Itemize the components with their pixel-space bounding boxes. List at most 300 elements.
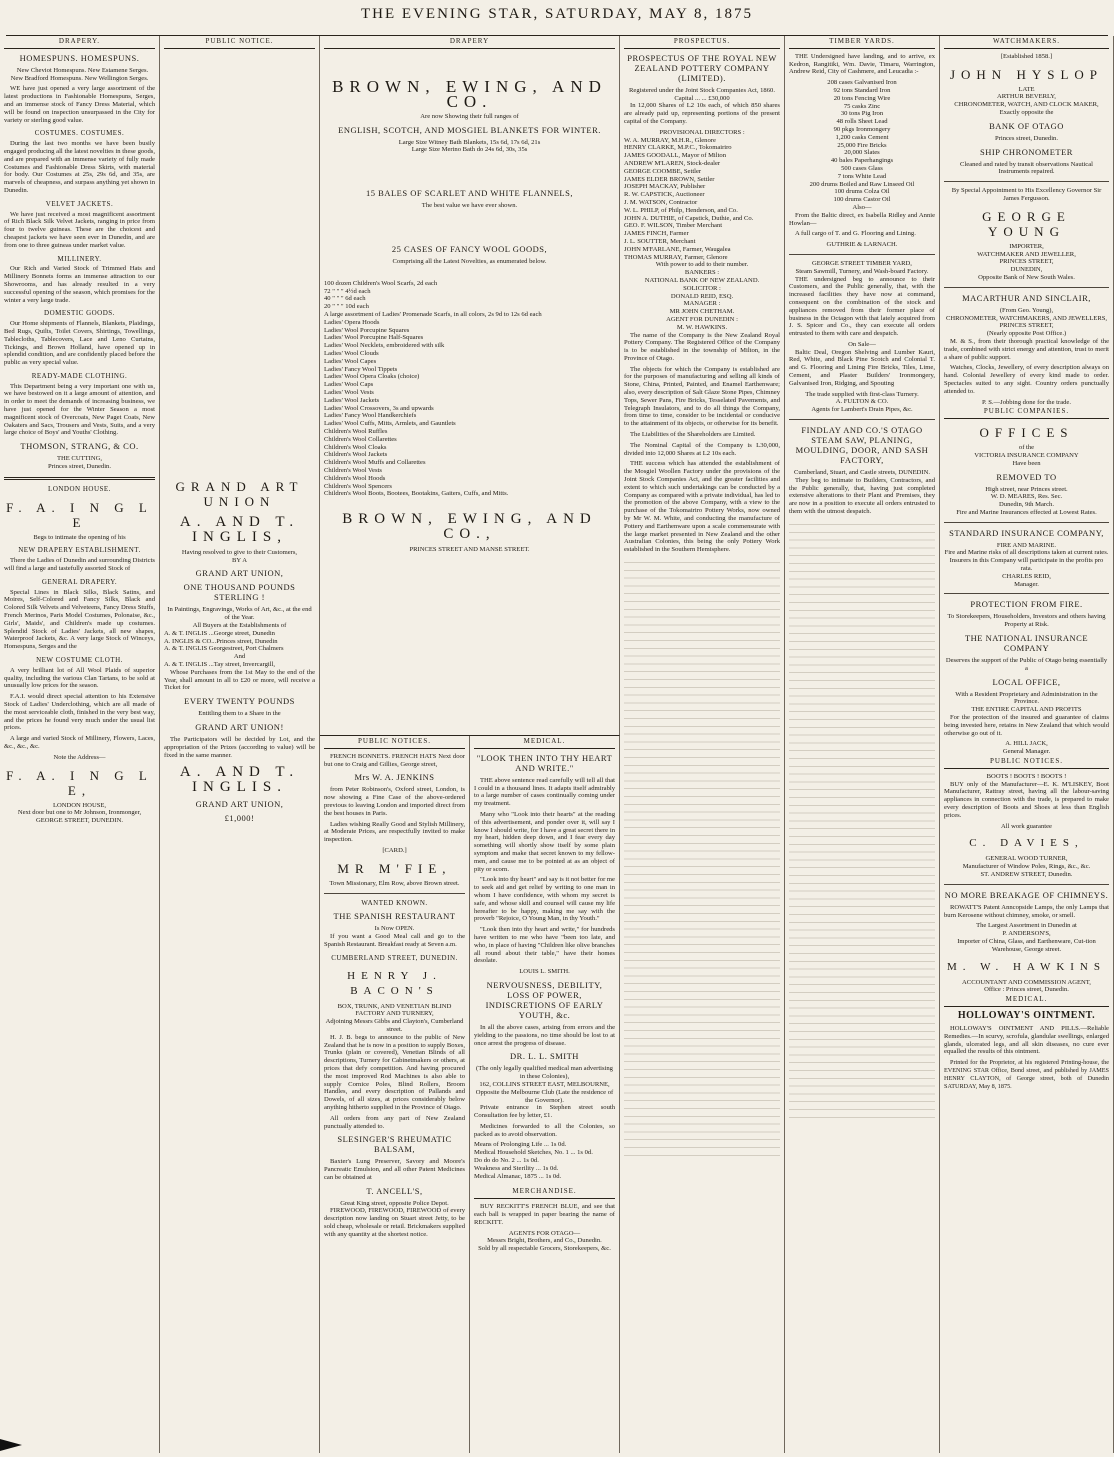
divider — [789, 254, 935, 255]
paragraph: BUY RECKITT'S FRENCH BLUE, and see that each ball is wrapped in paper bearing the name of RECKITT. — [474, 1203, 615, 1226]
advertiser-name: GUTHRIE & LARNACH. — [826, 241, 898, 249]
advertiser-name: DR. L. L. SMITH — [510, 1051, 579, 1062]
text: Are now Showing their full ranges of — [420, 112, 519, 120]
headline: PROSPECTUS OF THE ROYAL NEW ZEALAND POTTERY COMPANY (LIMITED). — [627, 52, 777, 83]
director-entry: JOSEPH MACKAY, Publisher — [624, 183, 706, 191]
text: Opposite the Melbourne Club (Late the residence of the Governor). — [475, 1088, 614, 1104]
text: of the — [1018, 444, 1035, 452]
divider — [324, 893, 465, 894]
goods-list-item: 100 drums Castor Oil — [833, 196, 891, 204]
goods-list-item: Children's Wool Muffs and Collarettes — [324, 459, 426, 467]
text: CHARLES REID, — [1002, 572, 1051, 580]
text: DONALD REID, ESQ. — [670, 292, 734, 300]
text: Large Size Witney Bath Blankets, 15s 6d, 17s 6d, 21s — [398, 138, 541, 146]
headline: GEORGE STREET TIMBER YARD, — [812, 259, 912, 267]
text: 25 CASES OF FANCY WOOL GOODS, — [391, 243, 548, 254]
goods-list-item: 92 tons Standard Iron — [833, 86, 891, 94]
text: EVERY TWENTY POUNDS — [184, 696, 295, 707]
paragraph: ROWATT'S Patent Anncopside Lamps, the only Lamps that burn Kerosene without chimney, smoke, or smell. — [944, 903, 1109, 919]
text: REMOVED TO — [996, 471, 1057, 482]
small-print — [789, 519, 935, 1119]
headline: PROTECTION FROM FIRE. — [970, 599, 1083, 610]
text: Town Missionary, Elm Row, above Brown street. — [329, 879, 460, 887]
text: BOX, TRUNK, AND VENETIAN BLIND FACTORY AND TURNERY, — [337, 1002, 452, 1018]
goods-list-item: 7 tons White Lead — [837, 172, 887, 180]
director-entry: R. W. CAPSTICK, Auctioneer — [624, 191, 705, 199]
advertiser-name: F. A. I N G L E, — [6, 767, 153, 798]
advertiser-name: MR M'FIE, — [337, 860, 452, 876]
goods-list-item: 40 bales Paperhangings — [830, 157, 894, 165]
text: Note the Address— — [53, 753, 106, 761]
divider — [944, 884, 1109, 885]
text: BY A — [232, 556, 247, 564]
text: LOCAL OFFICE, — [992, 676, 1061, 687]
headline: NO MORE BREAKAGE OF CHIMNEYS. — [944, 889, 1109, 900]
goods-list-item: Ladies' Wool Cuffs, Mitts, Armlets, and Gauntlets — [324, 420, 456, 428]
text: LATE — [1018, 85, 1035, 93]
advertiser-name: F. A. I N G L E — [6, 499, 153, 530]
paragraph: For the protection of the insured and guarantee of claims being invested here, retains in New Zealand that which would otherwise go out of it. — [944, 714, 1109, 737]
text: PRINCES STREET AND MANSE STREET. — [409, 546, 530, 554]
goods-list-item: 20,000 Slates — [844, 149, 880, 157]
advertiser-address: Princes street, Dunedin. — [48, 463, 111, 471]
goods-list-item: 30 tons Pig Iron — [840, 110, 884, 118]
text: Great King street, opposite Police Depot. — [340, 1199, 449, 1207]
advertiser-name: THOMSON, STRANG, & CO. — [20, 441, 139, 452]
text: Having resolved to give to their Customers, — [181, 548, 298, 556]
text: Also— — [852, 203, 872, 211]
divider — [944, 181, 1109, 182]
small-print — [624, 557, 780, 1157]
headline: "LOOK THEN INTO THY HEART AND WRITE." — [476, 752, 613, 773]
text: Begs to intimate the opening of his — [33, 533, 126, 541]
text: Opposite Bank of New South Wales. — [978, 273, 1075, 281]
text: GRAND ART UNION, — [195, 799, 284, 810]
paragraph: A full cargo of T. and G. Flooring and Lining. — [795, 230, 916, 238]
text: On Sale— — [848, 340, 876, 348]
paragraph: M. & S., from their thorough practical knowledge of the trade, combined with strict energy and attention, trust to merit a share of public support. — [944, 337, 1109, 361]
headline: HOMESPUNS. HOMESPUNS. — [19, 52, 140, 63]
text: With power to add to their number. — [655, 261, 749, 269]
text: All work guarantee — [1001, 822, 1052, 830]
text: DUNEDIN, — [1010, 266, 1043, 274]
paragraph: HOLLOWAY'S OINTMENT AND PILLS.—Reliable Remedies.—In scurvy, scrofula, glandular swellings, enlarged glands, ulcerated legs, and all skin diseases, no cure ever equalled the results of this ointment. — [944, 1024, 1109, 1056]
text: SOLICITOR : — [683, 284, 721, 292]
headline: NERVOUSNESS, DEBILITY, LOSS OF POWER, INDISCRETIONS OF EARLY YOUTH, &c. — [485, 979, 604, 1020]
text: Exactly opposite the — [999, 108, 1054, 116]
text: GENERAL WOOD TURNER, — [985, 855, 1068, 863]
subheading: NEW DRAPERY ESTABLISHMENT. — [18, 546, 141, 555]
director-entry: JAMES GOODALL, Mayor of Milton — [624, 152, 727, 160]
text: Princes street, Dunedin. — [995, 134, 1058, 142]
goods-list — [324, 280, 615, 498]
column-header: MEDICAL. — [474, 736, 615, 749]
paragraph: Special Lines in Black Silks, Black Satins, and Moires, Self-Colored and Fancy Silks, Black and Colored Silk Velvets and Velveteens, Fancy Dress Stuffs, French Merinos, Paris Model Costumes, Polonaise, &c., Girls', Maids', and Children's made up costumes. Splendid Stock of Ladies' Jackets, all new shapes, Waterproof Jackets, &c. A very large Stock of Winceys, Homespuns, Serges and the — [4, 588, 155, 651]
text: ENGLISH, SCOTCH, AND MOSGIEL BLANKETS FOR WINTER. — [338, 124, 601, 135]
director-entry: JAMES FINCH, Farmer — [624, 230, 689, 238]
goods-list-item: 100 drums Colza Oil — [834, 188, 890, 196]
headline: HOLLOWAY'S OINTMENT. — [957, 1009, 1096, 1021]
text: Agents for Lambert's Drain Pipes, &c. — [811, 406, 913, 414]
director-entry: GEO. F. WILSON, Timber Merchant — [624, 222, 723, 230]
paragraph: The Participators will be decided by Lot, and the appropriation of the Prizes (according to value) will be fixed in the same manner. — [164, 735, 315, 759]
column-header: WATCHMAKERS. — [944, 36, 1109, 49]
text: Cleaned and rated by transit observations Nautical Instruments repaired. — [960, 160, 1093, 176]
goods-list-item: 500 cases Glass — [841, 164, 883, 172]
subheading: GENERAL DRAPERY. — [41, 577, 118, 586]
director-entry: W. A. MURRAY, M.H.R., Glenore — [624, 136, 716, 144]
price-list-item: Medical Almanac, 1875 ... 1s 0d. — [474, 1172, 562, 1180]
imprint: Printed for the Proprietor, at his registered Printing-house, the EVENING STAR Office, Bond street, and published by JAMES HENRY CLAYTON, of George street, both of Dunedin SATURDAY, May 8, 1875. — [944, 1059, 1109, 1090]
text: P. S.—Jobbing done for the trade. — [981, 398, 1071, 406]
subheading: COSTUMES. COSTUMES. — [34, 129, 125, 138]
text: A. HILL JACK, — [1005, 740, 1048, 748]
column-header: PUBLIC NOTICE. — [164, 36, 315, 49]
text: BANKERS : — [684, 269, 720, 277]
text: £1,000! — [224, 813, 255, 824]
signature: LOUIS L. SMITH. — [519, 968, 570, 976]
paragraph: Baxter's Lung Preserver, Savory and Moore's Pancreatic Emulsion, and all other Patent Medicines can be obtained at — [324, 1158, 465, 1181]
column-watchmakers — [940, 36, 1114, 1453]
headline: GRAND ART UNION — [175, 478, 304, 509]
advertiser-name: MACARTHUR AND SINCLAIR, — [962, 292, 1091, 303]
goods-list-item: Ladies' Opera Hoods — [324, 318, 380, 326]
goods-list-item: 90 pkgs Ironmongery — [833, 125, 891, 133]
paragraph: from Peter Robinson's, Oxford street, London, is now showing a Fine Case of the above-ordered previous to leaving London and imported direct from the best houses in Paris. — [324, 786, 465, 817]
column-prospectus — [620, 36, 785, 1453]
paragraph: Baltic Deal, Oregon Shelving and Lumber Kauri, Red, White, and Black Pine Scotch and Colonial T. and G. Flooring and Lining Fire Bricks, Tiles, Lime, Cement, and Plaster Builders' Ironmongery, Galvanised Iron, Ridging, and Spouting — [789, 348, 935, 387]
paragraph: The Liabilities of the Shareholders are Limited. — [630, 431, 756, 439]
subheading: READY-MADE CLOTHING. — [31, 371, 128, 380]
text: (From Geo. Young), — [999, 306, 1054, 314]
paragraph: Medicines forwarded to all the Colonies, so packed as to avoid observation. — [474, 1122, 615, 1138]
paragraph: The name of the Company is the New Zealand Royal Pottery Company. The Registered Office of the Company is to be established in the township of Milton, in the Province of Otago. — [624, 331, 780, 362]
section-header: PUBLIC COMPANIES. — [944, 406, 1109, 419]
paragraph: H. J. B. begs to announce to the public of New Zealand that he is now in a position to supply Boxes, Trunks (plain or covered), Venetian Blinds of all descriptions, Turnery for Cabinetmakers or others, at prices that defy competition. And having procured the most improved Rod Machines is also able to supply Cornice Poles, Blind Rollers, Broom Handles, and every description of Pallands and Dowels, of all sizes, at prices considerably below anything hitherto supplied in the Province of Otago. — [324, 1033, 465, 1111]
goods-list-item: 20 " " " 10d each — [324, 303, 369, 311]
column-drapery-brown-ewing — [320, 36, 620, 736]
goods-list-item: A large assortment of Ladies' Promenade Scarfs, in all colors, 2s 9d to 12s 6d each — [324, 310, 542, 318]
column-timber-yards — [785, 36, 940, 1453]
text: P. ANDERSON'S, — [1002, 930, 1051, 938]
text: Office : Princes street, Dunedin. — [984, 986, 1069, 994]
goods-list-item: 208 cases Galvanised Iron — [827, 79, 897, 87]
paragraph: BUY only of the Manufacturer—E. K. M'LISKEY, Boot Manufacturer, Rattray street, having all the labour-saving appliances in connection with the trade, is prepared to make every description of Boots and Shoes at less than English prices. — [944, 780, 1109, 819]
goods-list-item: Ladies' Fancy Wool Handkerchiefs — [324, 412, 417, 420]
column-drapery — [0, 36, 160, 1453]
goods-list-item: Ladies' Fancy Wool Tippets — [324, 365, 398, 373]
director-entry: JOHN M'FARLANE, Farmer, Waugalea — [624, 245, 731, 253]
headline: FINDLAY AND CO.'S OTAGO STEAM SAW, PLANING, MOULDING, DOOR, AND SASH FACTORY, — [795, 425, 929, 466]
goods-list-item: 48 rolls Sheet Lead — [836, 118, 888, 126]
paragraph: F.A.I. would direct special attention to his Extensive Stock of Ladies' Underclothing, which are all made of the most serviceable cloth, finished in the very best way, and the prices he found very much under the usual list prices. — [4, 693, 155, 732]
subheading: NEW COSTUME CLOTH. — [36, 656, 123, 665]
text: MR JOHN CHETHAM. — [669, 308, 735, 316]
subheading: WANTED KNOWN. — [361, 898, 428, 907]
subheading: DOMESTIC GOODS. — [44, 309, 115, 318]
text: Adjoining Messrs Gibbs and Clayton's, Cumberland street. — [325, 1018, 464, 1033]
column-header: PROSPECTUS. — [624, 36, 780, 49]
spacer — [324, 210, 615, 240]
goods-list-item: 25,000 Fire Bricks — [837, 141, 887, 149]
text: Cumberland, Stuart, and Castle streets, DUNEDIN. — [793, 469, 931, 477]
text: Fire and Marine Insurances effected at Lowest Rates. — [956, 508, 1097, 516]
text: All Buyers at the Establishments of — [192, 621, 287, 629]
paragraph: FIREWOOD, FIREWOOD, FIREWOOD of every description now landing on Stuart street Jetty, to be sold cheap, wholesale or retail. Brickmakers supplied with any quantity at the shortest notice. — [324, 1207, 465, 1238]
divider — [944, 593, 1109, 594]
goods-list-item: 100 dozen Children's Wool Scarfs, 2d each — [324, 279, 438, 287]
column-header: TIMBER YARDS. — [789, 36, 935, 49]
goods-list-item: Ladies' Wool Necklets, embroidered with silk — [324, 342, 445, 350]
advertiser-sub: THE CUTTING, — [56, 455, 103, 463]
text: AGENTS FOR OTAGO— — [508, 1229, 581, 1237]
text: W. D. MEARES, Res. Sec. — [990, 493, 1063, 501]
text: Steam Sawmill, Turnery, and Wash-board Factory. — [795, 267, 929, 275]
text: WATCHMAKER AND JEWELLER, — [977, 250, 1076, 258]
paragraph: THE above sentence read carefully will tell all that I could in a thousand lines. It adapts itself admirably to a large number of cases continually coming under my treatment. — [474, 776, 615, 808]
text: Have been — [1012, 459, 1041, 467]
text: General Manager. — [1002, 748, 1051, 756]
section-header: PUBLIC NOTICES. — [944, 756, 1109, 769]
goods-list-item: Children's Wool Cloaks — [324, 443, 387, 451]
text: Manager. — [1014, 580, 1039, 588]
headline: SLESINGER'S RHEUMATIC BALSAM, — [337, 1134, 452, 1155]
text: Dunedin, 9th March. — [999, 501, 1054, 509]
headline: OFFICES — [979, 425, 1074, 441]
text: With a Resident Proprietary and Administration in the Province. — [955, 690, 1098, 706]
intro: New Cheviot Homespuns. New Estamene Serges. New Bradford Homespuns. New Wellington Serges. — [10, 66, 149, 82]
goods-list-item: Ladies' Wool Capes — [324, 357, 377, 365]
goods-list-item: Children's Wool Jackets — [324, 451, 388, 459]
goods-list-item: 1,200 casks Cement — [835, 133, 889, 141]
paragraph: From the Baltic direct, ex Isabella Ridley and Annie Howlan— — [789, 211, 935, 227]
paragraph: In all the above cases, arising from errors and the yielding to the passions, no time should be lost to at once arrest the progress of disease. — [474, 1023, 615, 1047]
advertiser-name: A. AND T. INGLIS, — [179, 513, 300, 545]
goods-list-item: Children's Wool Vests — [324, 466, 382, 474]
paragraph: Our Home shipments of Flannels, Blankets, Plaidings, Bed Rugs, Quilts, Toilet Covers, Shirtings, Towellings, Tablecloths, Tablecovers, Lace and Leno Curtains, Tickings, and Brown Holland, have opened up in splendid condition, and are confidently placed before the public as very special value. — [4, 320, 155, 367]
text: CHRONOMETER, WATCH, AND CLOCK MAKER, — [954, 101, 1099, 109]
advertiser-name: THE NATIONAL INSURANCE COMPANY — [964, 633, 1089, 654]
goods-list-item: Children's Wool Ruffles — [324, 427, 388, 435]
goods-list-item: 20 tons Fencing Wire — [833, 94, 891, 102]
text: Messrs Bright, Brothers, and Co., Dunedin. — [487, 1237, 602, 1245]
paragraph: There the Ladies of Dunedin and surrounding Districts will find a large and tastefully assorted Stock of — [4, 557, 155, 573]
paragraph: Ladies wishing Really Good and Stylish Millinery, at Moderate Prices, are respectfully invited to make inspection. — [324, 820, 465, 844]
text: PROVISIONAL DIRECTORS : — [659, 128, 745, 136]
advertiser-name: A. FULTON & CO. — [835, 398, 889, 406]
column-public-notice — [160, 36, 320, 1453]
goods-list — [789, 79, 935, 204]
establishment: A. & T. INGLIS Georgestreet, Port Chalmers — [164, 645, 284, 653]
section-header: MEDICAL. — [944, 994, 1109, 1007]
text: To Storekeepers, Householders, Investors and others having Property at Risk. — [947, 613, 1106, 629]
section-header: MERCHANDISE. — [474, 1186, 615, 1199]
advertiser-name: M. W. HAWKINS — [946, 960, 1106, 973]
goods-list-item: 200 drums Boiled and Raw Linseed Oil — [809, 180, 915, 188]
advertiser-name: BROWN, EWING, AND CO. — [332, 76, 607, 111]
goods-list-item: 72 " " " 4½d each — [324, 287, 371, 295]
text: Sold by all respectable Grocers, Storekeepers, &c. — [478, 1245, 611, 1253]
director-entry: JAMES ELDER BROWN, Settler — [624, 175, 715, 183]
headline: THE SPANISH RESTAURANT — [333, 911, 456, 922]
advertiser-name: BROWN, EWING, AND CO., — [342, 511, 597, 543]
director-entry: ANDREW M'LAREN, Stock-dealer — [624, 159, 721, 167]
paragraph: All orders from any part of New Zealand punctually attended to. — [324, 1114, 465, 1130]
goods-list-item: Ladies' Wool Caps — [324, 381, 374, 389]
director-entry: HENRY CLARKE, M.P.C., Tokomairiro — [624, 144, 732, 152]
advertiser-name: A. AND T. INGLIS. — [179, 764, 300, 796]
text: The Largest Assortment in Dunedin at — [976, 922, 1077, 930]
spacer — [324, 266, 615, 280]
divider — [944, 287, 1109, 288]
text: ACCOUNTANT AND COMMISSION AGENT, — [962, 978, 1091, 986]
advertiser-name: HENRY J. BACON'S — [347, 969, 442, 997]
text: Insurers in this Company will participate in the profits pro rata. — [949, 557, 1104, 573]
text: Fire and Marine risks of all descriptions taken at current rates. — [944, 549, 1109, 557]
text: [Established 1858.] — [1000, 52, 1053, 60]
text: GRAND ART UNION, — [195, 568, 284, 579]
text: The best value we have ever shown. — [421, 202, 518, 210]
price-list-item: Weakness and Sterility ... 1s 0d. — [474, 1164, 559, 1172]
text: FIRE AND MARINE. — [996, 541, 1057, 549]
goods-list-item: Children's Wool Hoods — [324, 474, 386, 482]
text: ONE THOUSAND POUNDS STERLING ! — [183, 582, 296, 603]
paragraph: Many who "Look into their hearts" at the reading of this advertisement, and ponder over it, will say I know I should write, for I have a great secret there in my heart, hidden deep down, and I fear every day something will shortly show itself by some plain symptom and make that secret known to my fellow-men, and cause me to be pointed at as an object of pity or scorn. — [474, 810, 615, 873]
paragraph: We have just received a most magnificent assortment of Rich Black Silk Velvet Jackets, ranging in price from four to twelve guineas. These are the choicest and cheapest jackets we have seen ever in Dunedin, and are from one to three guineas under market value. — [4, 210, 155, 249]
text: 15 BALES OF SCARLET AND WHITE FLANNELS, — [366, 188, 573, 199]
text: PRINCES STREET, — [999, 322, 1054, 330]
paragraph: Whose Purchases from the 1st May to the end of the Year, shall amount in all to £20 or more, will receive a Ticket for — [164, 668, 315, 692]
directors-list — [624, 137, 780, 262]
text: CHRONOMETER, WATCHMAKERS, AND JEWELLERS, — [945, 314, 1108, 322]
text: Deserves the support of the Public of Otago being essentially a — [945, 657, 1108, 672]
text: High street, near Princes street. — [985, 485, 1068, 493]
text: Next door but one to Mr Johnson, Ironmonger, — [17, 809, 142, 817]
advertiser-name: C. DAVIES, — [969, 837, 1084, 850]
divider — [789, 419, 935, 420]
advertiser-name: GEORGE YOUNG — [982, 208, 1071, 239]
text: GEORGE STREET, DUNEDIN. — [35, 817, 124, 825]
text: Importer of China, Glass, and Earthenware, Cut-tion Warehouse, George street. — [957, 937, 1096, 953]
column-medical — [470, 736, 620, 1453]
paragraph: The objects for which the Company is established are for the purposes of manufacturing and selling all kinds of Stone, China, Printed, Painted, and Enamel Earthenware; also, every description of Salt Glaze Stone Pipes, Chimney Tops, Sewer Pans, Fire Bricks, Tesselated Pavements, and Telegraph Insulators, and to do all things the Company, from time to time, consider to be incidental or conducive to the attainment of its objects, or otherwise for its benefit. — [624, 365, 780, 428]
text: Is Now OPEN. — [374, 925, 415, 933]
paragraph: THE undersigned beg to announce to their Customers, and the Public generally, that, with the increased facilities they have now at command, consequent on the combination of the stock and appliances removed from their former place of business in the Octagon with that lately acquired from J. S. Spicer and Co., they can execute all orders entrusted to them with care and despatch. — [789, 275, 935, 338]
spacer — [324, 154, 615, 184]
text: (Nearly opposite Post Office.) — [986, 330, 1067, 338]
subheading: LONDON HOUSE. — [48, 484, 111, 493]
text: LONDON HOUSE, — [52, 801, 107, 809]
director-entry: J. L. SOUTTER, Merchant — [624, 237, 696, 245]
goods-list-item: Ladies' Wool Opera Cloaks (choice) — [324, 373, 420, 381]
text: MANAGER : — [683, 300, 721, 308]
divider — [944, 522, 1109, 523]
paragraph: THE Undersigned have landing, and to arrive, ex Kedron, Rangitiki, Wm. Davie, Timaru, Warrington, Andrew Reid, City of Cashmere, and Leucadia :- — [789, 52, 935, 76]
advertiser-name: T. ANCELL'S, — [366, 1185, 423, 1196]
advertiser-name: STANDARD INSURANCE COMPANY, — [949, 527, 1104, 538]
goods-list-item: Children's Wool Spencers — [324, 482, 392, 490]
column-header: PUBLIC NOTICES. — [324, 736, 465, 749]
text: IMPORTER, — [1009, 242, 1044, 250]
establishment: A. INGLIS & CO...Princes street, Dunedin — [164, 637, 278, 645]
spacer — [164, 53, 315, 473]
paragraph: Private entrance in Stephen street south Consultation fee by letter, £1. — [474, 1104, 615, 1120]
text: Capital ... ... £30,000 — [674, 94, 730, 102]
paragraph: "Look into thy heart" and say is it not better for me to seek aid and get relief by writing to one man in whom I have confidence, with whom my secret is safe, and whose skill and counsel will cause my life hereafter to be happy, making me say with the proverb "Rejoice, O Young Man, in thy Youth." — [474, 876, 615, 923]
price-list-item: Medical Household Sketches, No. 1 ... 1s 0d. — [474, 1149, 593, 1157]
paragraph: In 12,000 Shares of L2 10s each, of which 850 shares are already paid up, representing portions of the present capital of the Company. — [624, 102, 780, 125]
goods-list-item: Ladies' Wool Crossovers, 3s and upwards — [324, 404, 434, 412]
director-entry: J. M. WATSON, Contractor — [624, 198, 698, 206]
establishment: A. & T. INGLIS ...George street, Dunedin — [164, 629, 275, 637]
text: In Paintings, Engravings, Works of Art, &c., at the end of the Year. — [167, 606, 312, 622]
paragraph: WE have just opened a very large assortment of the latest productions in Fashionable Homespuns, Serges, and an immense stock of Fancy Dress Material, which will be found on inspection unsurpassed in the City for variety or sterling good value. — [4, 85, 155, 124]
text: (The only legally qualified medical man advertising in these Colonies), — [476, 1065, 613, 1081]
text: [CARD.] — [382, 846, 407, 854]
text: 162, COLLINS STREET EAST, MELBOURNE, — [479, 1080, 610, 1088]
goods-list-item: 75 casks Zinc — [843, 102, 881, 110]
text: AGENT FOR DUNEDIN : — [666, 315, 738, 323]
text: Entitling them to a Share in the — [198, 710, 281, 718]
paragraph: THE success which has attended the establishment of the Mosgiel Woollen Factory under the provisions of the Joint Stock Companies Act, and the greater facilities and extent to which such undertakings can be conducted by a Company as compared with a private individual, has led to the promotion of the above Company, with a view to the purchase of the Tokomairiro Pottery Works, now owned by Mr W. M. White, and conducting the manufacture of Pottery and Earthenware upon a scale commensurate with the large market presented in New Zealand and the other Australian Colonies, this being the only Pottery Work established in the Southern Hemisphere. — [624, 460, 780, 554]
goods-list-item: Ladies' Wool Porcupine Squares — [324, 326, 410, 334]
masthead-title: THE EVENING STAR, SATURDAY, MAY 8, 1875 — [361, 6, 753, 22]
price-list-item: Do do do No. 2 ... 1s 0d. — [474, 1157, 539, 1165]
paragraph: "Look then into thy heart and write," for hundreds have written to me who have "been too late, and who, in place of having "Children like olive branches all round about their table," have their homes desolate. — [474, 926, 615, 965]
paragraph: They beg to intimate to Builders, Contractors, and the Public generally, that, having just completed extensive alterations to their Plant and Premises, they are now in a position to execute all orders entrusted to them with the utmost despatch. — [789, 476, 935, 516]
paragraph: FRENCH BONNETS. FRENCH HATS Next door but one to Craig and Gillies, George street, — [324, 752, 465, 768]
goods-list-item: 40 " " " 6d each — [324, 295, 366, 303]
goods-list-item: Ladies' Wool Jackets — [324, 396, 380, 404]
divider — [4, 477, 155, 480]
text: ST. ANDREW STREET, Dunedin. — [980, 871, 1073, 878]
column-public-notices — [320, 736, 470, 1453]
text: VICTORIA INSURANCE COMPANY — [974, 451, 1079, 459]
column-header: DRAPERY — [324, 36, 615, 49]
goods-list-item: Ladies' Wool Clouds — [324, 349, 379, 357]
text: M. W. HAWKINS. — [676, 323, 728, 331]
subheading: VELVET JACKETS. — [45, 199, 114, 208]
column-header: DRAPERY. — [4, 36, 155, 49]
text: Large Size Merino Bath do 24s 6d, 30s, 35s — [411, 146, 528, 154]
text: BOOTS ! BOOTS ! BOOTS ! — [986, 772, 1067, 780]
masthead — [0, 0, 1114, 40]
text: GRAND ART UNION! — [195, 721, 284, 732]
page-pointer-arrow — [0, 1439, 22, 1451]
text: Registered under the Joint Stock Companies Act, 1860. — [629, 86, 775, 94]
price-list-item: Means of Prolonging Life ... 1s 0d. — [474, 1141, 567, 1149]
paragraph: A large and varied Stock of Millinery, Flowers, Laces, &c., &c., &c. — [4, 735, 155, 750]
establishment: A. & T. INGLIS ...Tay street, Invercargill, — [164, 660, 276, 668]
text: NATIONAL BANK OF NEW ZEALAND. — [644, 276, 760, 284]
goods-list-item: Children's Wool Boots, Bootees, Bootakins, Gaiters, Cuffs, and Mitts. — [324, 490, 509, 498]
goods-list-item: Ladies' Wool Porcupine Half-Squares — [324, 334, 424, 342]
text: ARTHUR BEVERLY, — [997, 93, 1056, 101]
paragraph: Our Rich and Varied Stock of Trimmed Hats and Millinery Bonnets forms an immense attraction to our Showrooms, and has already resulted in a very successful opening of the season, which promises for the winter a very large trade. — [4, 265, 155, 304]
director-entry: GEORGE COOMBE, Settler — [624, 167, 702, 175]
director-entry: THOMAS MURRAY, Farmer, Glenore — [624, 253, 728, 261]
director-entry: W. L. PHILP, of Philp, Henderson, and Co. — [624, 206, 738, 214]
subheading: CUMBERLAND STREET, DUNEDIN. — [331, 953, 458, 962]
text: Comprising all the Latest Novelties, as enumerated below. — [392, 257, 547, 265]
advertiser-name: Mrs W. A. JENKINS — [354, 772, 435, 783]
paragraph: A very brilliant lot of All Wool Plaids of superior quality, including the various Clan Tartans, to be sold at unusually low prices for the season. — [4, 666, 155, 690]
text: And — [233, 653, 246, 661]
paragraph: Watches, Clocks, Jewellery, of every description always on hand. Colonial Jewellery of every kind made to order. Spectacles suited to any sight. Country orders punctually attended to. — [944, 364, 1109, 395]
goods-list-item: Ladies' Wool Vests — [324, 388, 374, 396]
price-list — [474, 1141, 615, 1180]
text: SHIP CHRONOMETER — [980, 146, 1073, 157]
